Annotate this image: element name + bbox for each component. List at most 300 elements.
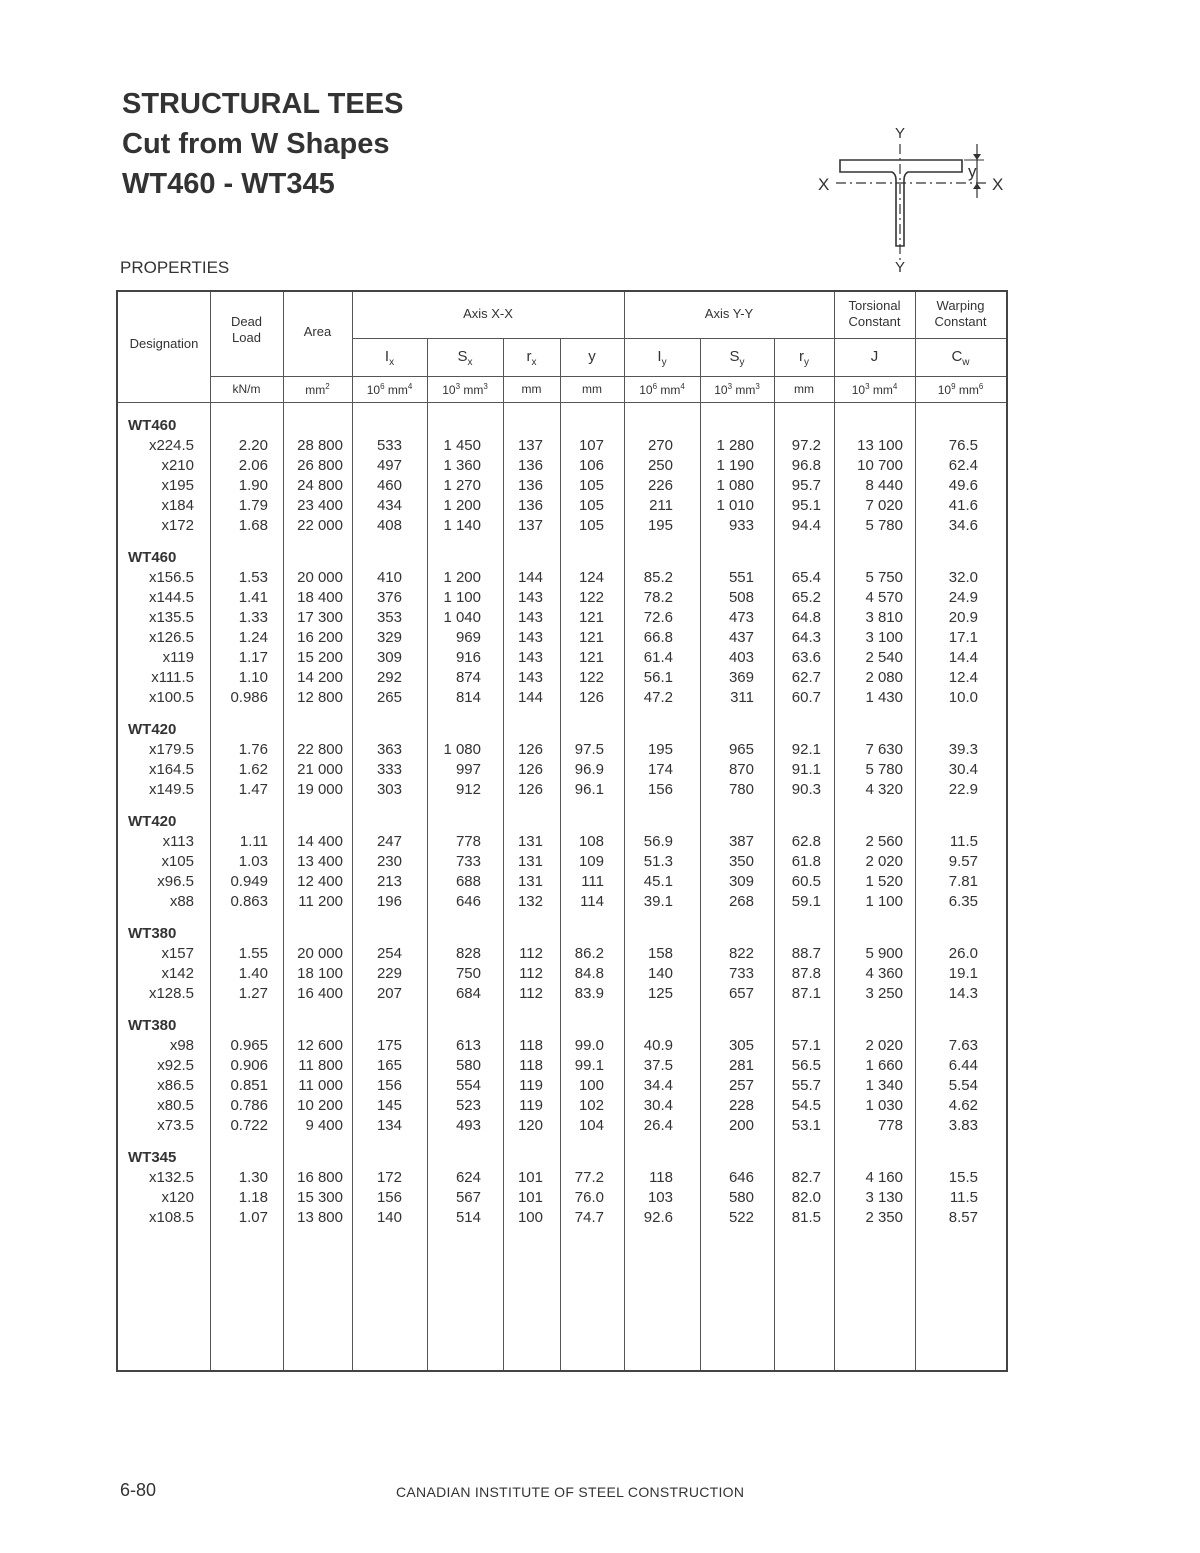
table-cell: 56.9 xyxy=(643,833,673,850)
table-cell: 101 xyxy=(517,1169,543,1186)
table-cell: 108 xyxy=(578,833,604,850)
group-name: WT460 xyxy=(128,417,177,434)
table-cell: x119 xyxy=(162,649,194,666)
section-label-properties: PROPERTIES xyxy=(120,258,230,277)
table-cell: 11 800 xyxy=(298,1057,343,1074)
table-cell: 143 xyxy=(517,609,543,626)
table-cell: 0.851 xyxy=(230,1077,268,1094)
table-cell: 97.2 xyxy=(791,437,821,454)
table-cell: 567 xyxy=(455,1189,481,1206)
tee-section-diagram xyxy=(812,120,1012,280)
table-cell: 646 xyxy=(728,1169,754,1186)
page-title xyxy=(122,84,403,204)
table-cell: 24.9 xyxy=(948,589,978,606)
table-cell: 460 xyxy=(376,477,402,494)
table-cell: 281 xyxy=(728,1057,754,1074)
table-cell: 1 520 xyxy=(865,873,903,890)
table-cell: 3 810 xyxy=(865,609,903,626)
table-cell: 124 xyxy=(578,569,604,586)
table-cell: 580 xyxy=(728,1189,754,1206)
table-cell: 100 xyxy=(517,1209,543,1226)
table-cell: 120 xyxy=(517,1117,543,1134)
table-cell: 126 xyxy=(517,761,543,778)
table-cell: 0.863 xyxy=(230,893,268,910)
table-cell: 533 xyxy=(376,437,402,454)
table-cell: x96.5 xyxy=(157,873,194,890)
table-cell: 26 800 xyxy=(297,457,343,474)
table-cell: x156.5 xyxy=(148,569,194,586)
table-cell: 95.7 xyxy=(791,477,821,494)
table-cell: 143 xyxy=(517,669,543,686)
table-cell: x126.5 xyxy=(148,629,194,646)
table-cell: 60.5 xyxy=(791,873,821,890)
table-cell: 870 xyxy=(728,761,754,778)
table-row xyxy=(118,1116,1006,1136)
table-cell: 1 660 xyxy=(865,1057,903,1074)
table-cell: 140 xyxy=(376,1209,402,1226)
table-cell: 82.7 xyxy=(791,1169,821,1186)
table-cell: 7.81 xyxy=(948,873,978,890)
table-row xyxy=(118,1168,1006,1188)
table-cell: 1 340 xyxy=(865,1077,903,1094)
table-cell: 523 xyxy=(455,1097,481,1114)
table-body xyxy=(118,404,1006,1228)
table-row xyxy=(118,1056,1006,1076)
table-cell: 1 100 xyxy=(865,893,903,910)
table-cell: 22.9 xyxy=(948,781,978,798)
grid-line xyxy=(210,376,1006,377)
table-cell: 15 200 xyxy=(297,649,343,666)
table-cell: 15 300 xyxy=(297,1189,343,1206)
table-cell: 508 xyxy=(728,589,754,606)
table-cell: 497 xyxy=(376,457,402,474)
header-warping-line1: Warping xyxy=(936,298,985,313)
table-cell: 118 xyxy=(519,1037,543,1054)
table-cell: 13 800 xyxy=(297,1209,343,1226)
table-row xyxy=(118,516,1006,536)
table-cell: 200 xyxy=(728,1117,754,1134)
table-cell: 1.62 xyxy=(238,761,268,778)
table-cell: 126 xyxy=(517,781,543,798)
table-cell: 156 xyxy=(647,781,673,798)
table-cell: 778 xyxy=(877,1117,903,1134)
table-cell: 1.79 xyxy=(238,497,268,514)
table-cell: 118 xyxy=(649,1169,673,1186)
table-cell: 126 xyxy=(517,741,543,758)
table-cell: 1 280 xyxy=(716,437,754,454)
table-cell: 18 400 xyxy=(297,589,343,606)
table-cell: 111 xyxy=(581,873,604,890)
properties-table xyxy=(116,290,1008,1372)
table-cell: 17.1 xyxy=(948,629,978,646)
table-cell: 104 xyxy=(578,1117,604,1134)
table-cell: 778 xyxy=(455,833,481,850)
table-cell: 158 xyxy=(647,945,673,962)
table-cell: 175 xyxy=(376,1037,402,1054)
table-cell: 5.54 xyxy=(948,1077,978,1094)
table-cell: 126 xyxy=(578,689,604,706)
table-cell: 2 020 xyxy=(865,1037,903,1054)
table-cell: 329 xyxy=(376,629,402,646)
table-cell: 3 130 xyxy=(865,1189,903,1206)
table-cell: 1.53 xyxy=(238,569,268,586)
table-cell: 1.68 xyxy=(238,517,268,534)
table-cell: 1 450 xyxy=(443,437,481,454)
table-cell: 11 200 xyxy=(298,893,343,910)
table-cell: 828 xyxy=(455,945,481,962)
table-cell: x113 xyxy=(162,833,194,850)
header-area: Area xyxy=(303,324,332,339)
table-cell: x157 xyxy=(161,945,194,962)
table-cell: 265 xyxy=(376,689,402,706)
table-cell: 2 560 xyxy=(865,833,903,850)
table-cell: 19 000 xyxy=(297,781,343,798)
table-cell: 254 xyxy=(376,945,402,962)
table-cell: 1.47 xyxy=(238,781,268,798)
table-cell: 19.1 xyxy=(948,965,978,982)
sym-ix: $I_x$ xyxy=(384,348,395,368)
table-cell: 1 270 xyxy=(443,477,481,494)
unit-iy: $10^6$ $mm^4$ xyxy=(639,382,685,397)
title-line-2: Cut from W Shapes xyxy=(122,128,390,160)
table-cell: 92.6 xyxy=(643,1209,673,1226)
table-cell: 122 xyxy=(578,589,604,606)
table-cell: 3.83 xyxy=(948,1117,978,1134)
table-cell: 7 630 xyxy=(865,741,903,758)
table-cell: 1 080 xyxy=(443,741,481,758)
table-cell: 493 xyxy=(455,1117,481,1134)
table-cell: 122 xyxy=(578,669,604,686)
table-cell: 61.8 xyxy=(791,853,821,870)
table-cell: 410 xyxy=(376,569,402,586)
table-cell: 112 xyxy=(519,945,543,962)
table-cell: 63.6 xyxy=(791,649,821,666)
unit-y: mm xyxy=(582,382,602,396)
table-cell: 1.03 xyxy=(238,853,268,870)
sym-j: J xyxy=(870,348,879,365)
table-cell: 750 xyxy=(455,965,481,982)
group-name: WT380 xyxy=(128,925,177,942)
table-row xyxy=(118,964,1006,984)
table-cell: 62.4 xyxy=(948,457,978,474)
unit-dead-load: kN/m xyxy=(232,382,261,396)
table-cell: 57.1 xyxy=(791,1037,821,1054)
sym-iy: $I_y$ xyxy=(657,348,667,368)
table-cell: x100.5 xyxy=(148,689,194,706)
table-cell: 733 xyxy=(728,965,754,982)
table-cell: 39.1 xyxy=(643,893,673,910)
table-cell: 228 xyxy=(728,1097,754,1114)
table-cell: 165 xyxy=(376,1057,402,1074)
table-cell: 11 000 xyxy=(298,1077,343,1094)
table-cell: 134 xyxy=(376,1117,402,1134)
table-cell: 66.8 xyxy=(643,629,673,646)
group-name: WT420 xyxy=(128,813,177,830)
table-cell: 303 xyxy=(376,781,402,798)
table-cell: 88.7 xyxy=(791,945,821,962)
table-cell: 121 xyxy=(578,649,604,666)
table-cell: 121 xyxy=(578,629,604,646)
group-name: WT345 xyxy=(128,1149,177,1166)
table-cell: 473 xyxy=(728,609,754,626)
table-cell: 3 250 xyxy=(865,985,903,1002)
table-row xyxy=(118,588,1006,608)
figure-label-right: X xyxy=(992,175,1004,194)
table-cell: 688 xyxy=(455,873,481,890)
table-cell: 13 400 xyxy=(297,853,343,870)
table-cell: 250 xyxy=(647,457,673,474)
table-cell: 30.4 xyxy=(643,1097,673,1114)
table-cell: 9.57 xyxy=(948,853,978,870)
table-cell: 376 xyxy=(376,589,402,606)
table-cell: 353 xyxy=(376,609,402,626)
table-cell: 90.3 xyxy=(791,781,821,798)
table-cell: 874 xyxy=(455,669,481,686)
grid-line xyxy=(352,338,1006,339)
table-row xyxy=(118,668,1006,688)
table-cell: 195 xyxy=(647,741,673,758)
table-group xyxy=(118,1148,1006,1228)
table-cell: 6.35 xyxy=(948,893,978,910)
table-cell: 55.7 xyxy=(791,1077,821,1094)
table-cell: 10 200 xyxy=(297,1097,343,1114)
table-cell: 28 800 xyxy=(297,437,343,454)
table-cell: 257 xyxy=(728,1077,754,1094)
table-cell: 99.1 xyxy=(574,1057,604,1074)
table-cell: 1.18 xyxy=(238,1189,268,1206)
page-number: 6-80 xyxy=(120,1480,157,1500)
table-cell: 121 xyxy=(578,609,604,626)
table-cell: 684 xyxy=(455,985,481,1002)
table-cell: 96.1 xyxy=(574,781,604,798)
table-cell: 21 000 xyxy=(297,761,343,778)
table-cell: 1 360 xyxy=(443,457,481,474)
table-cell: 37.5 xyxy=(643,1057,673,1074)
unit-j: $10^3$ $mm^4$ xyxy=(851,382,898,397)
table-cell: 309 xyxy=(376,649,402,666)
table-cell: 18 100 xyxy=(297,965,343,982)
sym-y: y xyxy=(588,348,596,365)
group-name: WT420 xyxy=(128,721,177,738)
table-cell: 45.1 xyxy=(643,873,673,890)
table-cell: 105 xyxy=(578,517,604,534)
table-cell: 131 xyxy=(517,873,543,890)
table-cell: 213 xyxy=(376,873,402,890)
figure-label-bottom: Y xyxy=(895,259,906,276)
table-row xyxy=(118,608,1006,628)
table-cell: 780 xyxy=(728,781,754,798)
table-cell: 125 xyxy=(647,985,673,1002)
table-cell: 24 800 xyxy=(297,477,343,494)
table-cell: 62.7 xyxy=(791,669,821,686)
table-cell: 5 900 xyxy=(865,945,903,962)
table-cell: x135.5 xyxy=(148,609,194,626)
table-cell: 437 xyxy=(728,629,754,646)
table-cell: 76.0 xyxy=(574,1189,604,1206)
table-cell: 4 320 xyxy=(865,781,903,798)
table-cell: 0.786 xyxy=(230,1097,268,1114)
table-cell: 5 780 xyxy=(865,517,903,534)
table-cell: 114 xyxy=(580,893,604,910)
table-cell: x142 xyxy=(161,965,194,982)
table-cell: 1.55 xyxy=(238,945,268,962)
group-name: WT380 xyxy=(128,1017,177,1034)
table-row xyxy=(118,780,1006,800)
header-warping-line2: Constant xyxy=(934,314,987,329)
table-cell: 195 xyxy=(647,517,673,534)
table-cell: 34.4 xyxy=(643,1077,673,1094)
table-cell: 41.6 xyxy=(948,497,978,514)
table-cell: 76.5 xyxy=(948,437,978,454)
table-cell: 305 xyxy=(728,1037,754,1054)
table-cell: 1.10 xyxy=(238,669,268,686)
table-cell: 109 xyxy=(578,853,604,870)
table-group xyxy=(118,720,1006,800)
publisher-name: CANADIAN INSTITUTE OF STEEL CONSTRUCTION xyxy=(396,1484,745,1500)
table-cell: 65.4 xyxy=(791,569,821,586)
table-cell: 4 570 xyxy=(865,589,903,606)
table-cell: 8.57 xyxy=(948,1209,978,1226)
table-cell: 965 xyxy=(728,741,754,758)
table-cell: 387 xyxy=(728,833,754,850)
header-dead-load-line1: Dead xyxy=(230,314,263,329)
header-dead-load-line2: Load xyxy=(232,330,261,345)
table-cell: 311 xyxy=(730,689,754,706)
unit-area: $mm^2$ xyxy=(305,382,330,397)
header-torsional-line1: Torsional xyxy=(848,298,901,313)
table-cell: 143 xyxy=(517,649,543,666)
table-cell: 1 100 xyxy=(443,589,481,606)
table-cell: 1.27 xyxy=(238,985,268,1002)
table-cell: 99.0 xyxy=(574,1037,604,1054)
table-cell: 97.5 xyxy=(574,741,604,758)
header-torsional xyxy=(834,298,915,330)
header-warping xyxy=(915,298,1006,330)
table-cell: 14.4 xyxy=(948,649,978,666)
table-cell: 32.0 xyxy=(948,569,978,586)
table-cell: 10 700 xyxy=(857,457,903,474)
table-cell: 1.11 xyxy=(239,833,268,850)
table-cell: 211 xyxy=(649,497,673,514)
table-cell: 61.4 xyxy=(643,649,673,666)
table-cell: 1.24 xyxy=(238,629,268,646)
table-cell: x149.5 xyxy=(148,781,194,798)
table-cell: 100 xyxy=(578,1077,604,1094)
table-row xyxy=(118,1076,1006,1096)
table-cell: x179.5 xyxy=(148,741,194,758)
table-cell: 1 200 xyxy=(443,497,481,514)
table-cell: 14 200 xyxy=(297,669,343,686)
table-cell: 65.2 xyxy=(791,589,821,606)
dim-arrow-top xyxy=(973,154,981,160)
table-cell: 112 xyxy=(519,985,543,1002)
table-cell: 1 010 xyxy=(716,497,754,514)
table-cell: 40.9 xyxy=(643,1037,673,1054)
table-cell: 156 xyxy=(376,1077,402,1094)
table-cell: x105 xyxy=(161,853,194,870)
table-row xyxy=(118,872,1006,892)
table-cell: 522 xyxy=(728,1209,754,1226)
table-cell: 119 xyxy=(519,1077,543,1094)
table-row xyxy=(118,456,1006,476)
table-cell: x132.5 xyxy=(148,1169,194,1186)
table-cell: 20 000 xyxy=(297,569,343,586)
table-cell: 270 xyxy=(647,437,673,454)
table-cell: 105 xyxy=(578,497,604,514)
table-cell: 105 xyxy=(578,477,604,494)
table-cell: x80.5 xyxy=(157,1097,194,1114)
table-cell: 822 xyxy=(728,945,754,962)
table-cell: 1 140 xyxy=(443,517,481,534)
table-cell: 20.9 xyxy=(948,609,978,626)
header-axis-xx: Axis X-X xyxy=(463,306,513,321)
table-cell: 2.20 xyxy=(238,437,268,454)
table-cell: 20 000 xyxy=(297,945,343,962)
table-cell: 47.2 xyxy=(643,689,673,706)
header-torsional-line2: Constant xyxy=(848,314,901,329)
table-cell: 514 xyxy=(455,1209,481,1226)
table-cell: 580 xyxy=(455,1057,481,1074)
table-cell: 131 xyxy=(517,853,543,870)
table-cell: 56.1 xyxy=(643,669,673,686)
table-cell: 229 xyxy=(376,965,402,982)
table-cell: 2.06 xyxy=(238,457,268,474)
sym-rx: $r_x$ xyxy=(526,348,537,368)
table-row xyxy=(118,436,1006,456)
sym-ry: $r_y$ xyxy=(799,348,809,368)
table-cell: x92.5 xyxy=(157,1057,194,1074)
table-cell: 997 xyxy=(455,761,481,778)
table-row xyxy=(118,1036,1006,1056)
sym-sx: $S_x$ xyxy=(457,348,473,368)
table-cell: 5 750 xyxy=(865,569,903,586)
table-row xyxy=(118,892,1006,912)
table-cell: 733 xyxy=(455,853,481,870)
table-cell: 1 030 xyxy=(865,1097,903,1114)
table-cell: 5 780 xyxy=(865,761,903,778)
table-cell: 1.76 xyxy=(238,741,268,758)
table-cell: x108.5 xyxy=(148,1209,194,1226)
table-cell: 12 800 xyxy=(297,689,343,706)
table-cell: 247 xyxy=(376,833,402,850)
table-cell: 22 000 xyxy=(297,517,343,534)
table-row xyxy=(118,1208,1006,1228)
table-cell: x128.5 xyxy=(148,985,194,1002)
table-row xyxy=(118,496,1006,516)
table-cell: 136 xyxy=(517,497,543,514)
table-row xyxy=(118,568,1006,588)
table-cell: 408 xyxy=(376,517,402,534)
table-cell: 912 xyxy=(455,781,481,798)
sym-sy: $S_y$ xyxy=(729,348,745,368)
table-cell: 119 xyxy=(519,1097,543,1114)
table-cell: 0.986 xyxy=(230,689,268,706)
table-cell: 16 800 xyxy=(297,1169,343,1186)
table-row xyxy=(118,1096,1006,1116)
table-row xyxy=(118,760,1006,780)
table-row xyxy=(118,832,1006,852)
table-cell: 434 xyxy=(376,497,402,514)
table-cell: 3 100 xyxy=(865,629,903,646)
table-cell: 933 xyxy=(728,517,754,534)
table-cell: 7.63 xyxy=(948,1037,978,1054)
table-cell: 144 xyxy=(517,689,543,706)
table-group xyxy=(118,416,1006,536)
table-cell: 131 xyxy=(517,833,543,850)
table-cell: 4.62 xyxy=(948,1097,978,1114)
table-cell: 51.3 xyxy=(643,853,673,870)
table-group xyxy=(118,1016,1006,1136)
